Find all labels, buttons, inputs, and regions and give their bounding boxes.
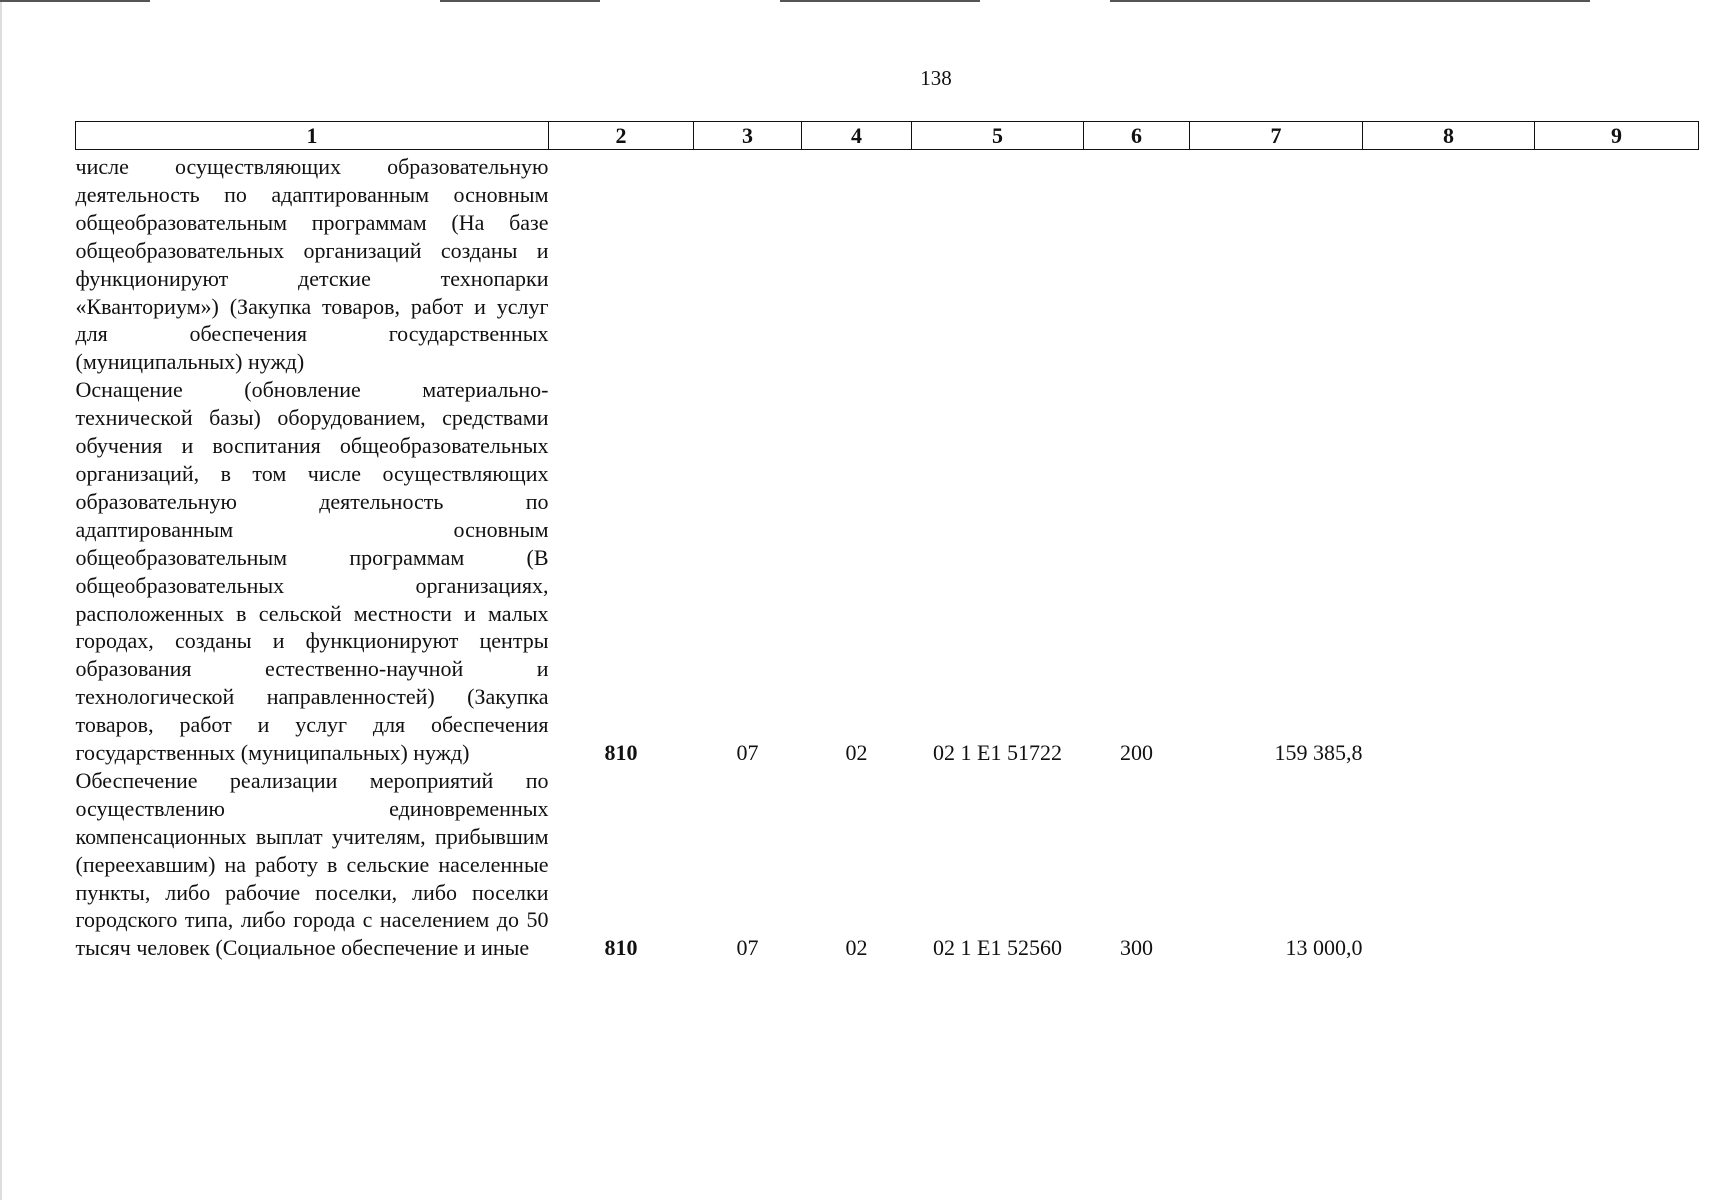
column-9-value: [1535, 150, 1699, 377]
row-description: Обеспечение реализации мероприятий по осуществлению единовременных компенсационных выплат учителям, прибывшим (переехавшим) на работу в сельские населенные пункты, либо рабочие поселки, либо поселки городского типа, либо города с населением до 50 тысяч человек (Социальное обеспечение и иные: [75, 767, 549, 961]
row-description: числе осуществляющих образовательную деятельность по адаптированным основным общеобразовательным программам (На базе общеобразовательных организаций созданы и функционируют детские технопарки «Кванториум») (Закупка товаров, работ и услуг для обеспечения государственных (муниципальных) нужд): [75, 154, 549, 375]
row-description: Оснащение (обновление материально-технической базы) оборудованием, средствами обучения и воспитания общеобразовательных организаций, в том числе осуществляющих образовательную деятельность по адаптированным основным общеобразовательным программам (В общеобразовательных организациях, расположенных в сельской местности и малых городах, созданы и функционируют центры образования естественно-научной и технологической направленностей) (Закупка товаров, работ и услуг для обеспечения государственных (муниципальных) нужд): [75, 377, 549, 766]
table-header-row: [76, 122, 1699, 150]
scan-edge-left: [0, 0, 2, 1200]
column-header-1: 1: [76, 122, 549, 150]
scan-edge-top: [440, 0, 600, 2]
column-header-6: 6: [1084, 122, 1190, 150]
table-row: [76, 150, 1699, 377]
ministry-code: 810: [604, 740, 638, 766]
expense-type-code: 200: [1120, 740, 1153, 766]
column-header-4: 4: [802, 122, 912, 150]
column-8-value: [1363, 150, 1535, 377]
column-header-9: 9: [1535, 122, 1699, 150]
amount-value: 159 385,8: [1274, 740, 1363, 766]
ministry-code: 810: [604, 935, 638, 961]
target-article-code: [912, 150, 1084, 377]
column-header-2: 2: [549, 122, 694, 150]
expense-type-code: 300: [1120, 935, 1153, 961]
page-number: 138: [920, 66, 952, 90]
scan-edge-top: [1110, 0, 1590, 2]
ministry-code: [549, 150, 694, 377]
column-9-value: [1535, 376, 1699, 767]
scan-edge-top: [0, 0, 150, 2]
column-8-value: [1363, 767, 1535, 962]
target-article-code: 02 1 Е1 51722: [933, 740, 1062, 766]
column-header-5: 5: [912, 122, 1084, 150]
column-9-value: [1535, 767, 1699, 962]
table-row: [76, 767, 1699, 962]
section-code: 07: [736, 740, 759, 766]
scan-edge-top: [780, 0, 980, 2]
amount-value: [1190, 150, 1363, 377]
budget-table: [75, 121, 1699, 962]
column-8-value: [1363, 376, 1535, 767]
target-article-code: 02 1 Е1 52560: [933, 935, 1062, 961]
amount-value: 13 000,0: [1285, 935, 1363, 961]
column-header-3: 3: [694, 122, 802, 150]
subsection-code: 02: [845, 740, 868, 766]
column-header-8: 8: [1363, 122, 1535, 150]
table-row: [76, 376, 1699, 767]
subsection-code: 02: [845, 935, 868, 961]
section-code: 07: [736, 935, 759, 961]
expense-type-code: [1084, 150, 1190, 377]
section-code: [694, 150, 802, 377]
column-header-7: 7: [1190, 122, 1363, 150]
subsection-code: [802, 150, 912, 377]
